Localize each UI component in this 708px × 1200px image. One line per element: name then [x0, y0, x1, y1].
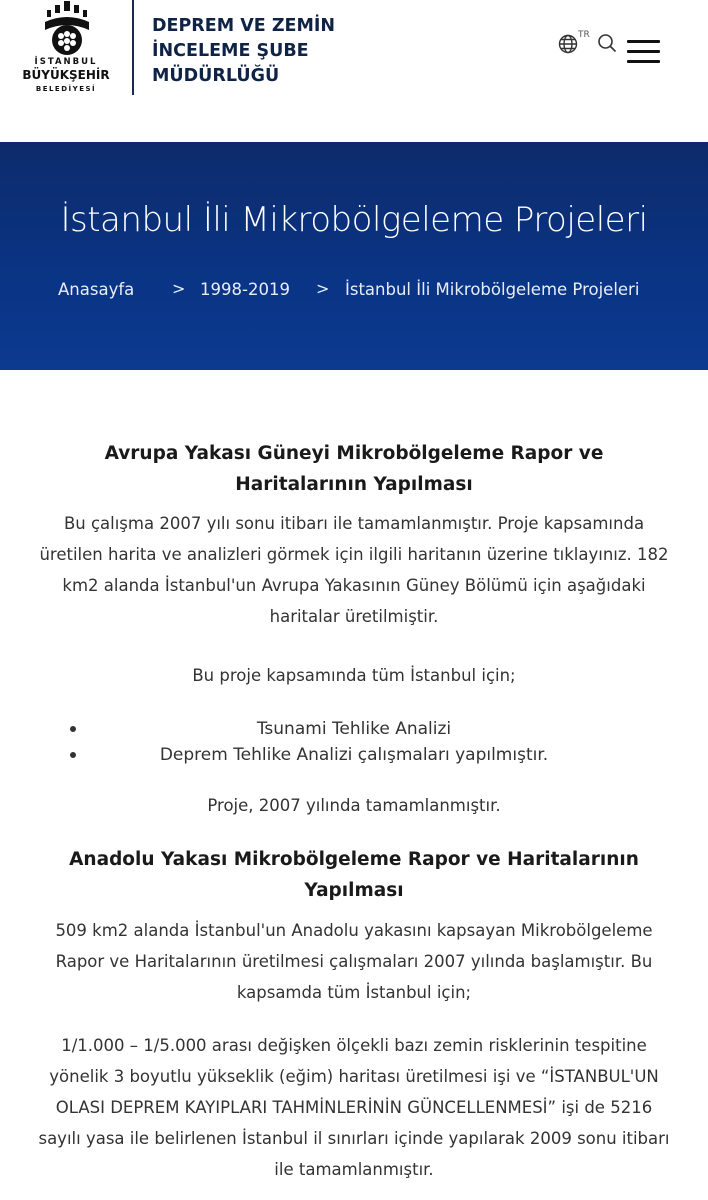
- section-paragraph-avrupa: Bu çalışma 2007 yılı sonu itibarı ile tamamlanmıştır. Proje kapsamında üretilen harita ve analizleri görmek için ilgili haritanın üzerine tıklayınız. 182 km2 alanda İstanbul'un Avrupa Yakasının Güney Bölümü için aşağıdaki haritalar üretilmiştir.: [39, 514, 669, 626]
- section-paragraph-anadolu: 509 km2 alanda İstanbul'un Anadolu yakasını kapsayan Mikrobölgeleme Rapor ve Haritalarının üretilmesi çalışmaları 2007 yılında başlamıştır. Bu kapsamda tüm İstanbul için;: [55, 921, 653, 1002]
- bullet-icon: [70, 752, 76, 758]
- bullet-icon: [70, 726, 76, 732]
- language-switcher[interactable]: [556, 30, 592, 56]
- page-title: İstanbul İli Mikrobölgeleme Projeleri: [60, 200, 648, 240]
- hamburger-menu-button[interactable]: [627, 40, 661, 66]
- logo-text-belediyesi: BELEDİYESİ: [35, 85, 97, 93]
- hamburger-line: [627, 50, 660, 53]
- search-icon: [597, 33, 617, 53]
- section-heading-anadolu: Anadolu Yakası Mikrobölgeleme Rapor ve Haritalarının Yapılması: [69, 849, 639, 901]
- logo-text-buyuksehir: BÜYÜKŞEHİR: [22, 68, 110, 82]
- hamburger-menu-icon: [627, 40, 660, 43]
- list-item-text: Tsunami Tehlike Analizi: [256, 719, 452, 739]
- language-code: TR: [578, 30, 590, 40]
- hamburger-line: [627, 60, 660, 63]
- page-banner: [0, 142, 708, 370]
- list-item-text: Deprem Tehlike Analizi çalışmaları yapılmıştır.: [159, 745, 549, 765]
- ibb-emblem-icon: [42, 0, 92, 60]
- logo-text-istanbul: İSTANBUL: [34, 57, 98, 67]
- ibb-logo[interactable]: [14, 0, 118, 100]
- breadcrumb-separator: >: [316, 279, 330, 298]
- section-closing-avrupa: Proje, 2007 yılında tamamlanmıştır.: [207, 796, 501, 815]
- section-paragraph-anadolu-2: 1/1.000 – 1/5.000 arası değişken ölçekli bazı zemin risklerinin tespitine yönelik 3 boyutlu yükseklik (eğim) haritası üretilmesi işi ve “İSTANBUL'UN OLASI DEPREM KAYIPLARI TAHMİNLERİNİN GÜNCELLENMESİ” işi de 5216 sayılı yasa ile belirlenen İstanbul il sınırları içinde yapılarak 2009 sonu itibarı ile tamamlanmıştır.: [38, 1036, 670, 1179]
- section-intro-avrupa: Bu proje kapsamında tüm İstanbul için;: [192, 666, 516, 685]
- globe-icon: [558, 34, 578, 54]
- breadcrumb-separator: >: [172, 279, 186, 298]
- breadcrumb-home[interactable]: Anasayfa: [58, 280, 135, 299]
- list-item: [0, 716, 708, 742]
- department-title[interactable]: DEPREM VE ZEMİN İNCELEME ŞUBE MÜDÜRLÜĞÜ: [152, 16, 336, 86]
- breadcrumb-current: İstanbul İli Mikrobölgeleme Projeleri: [345, 280, 640, 299]
- section-heading-avrupa: Avrupa Yakası Güneyi Mikrobölgeleme Rapor ve Haritalarının Yapılması: [104, 443, 604, 495]
- search-button[interactable]: [597, 33, 619, 55]
- header-divider: [132, 0, 134, 95]
- list-item: [0, 742, 708, 768]
- breadcrumb-1998-2019[interactable]: 1998-2019: [200, 280, 290, 299]
- site-header: [0, 0, 708, 142]
